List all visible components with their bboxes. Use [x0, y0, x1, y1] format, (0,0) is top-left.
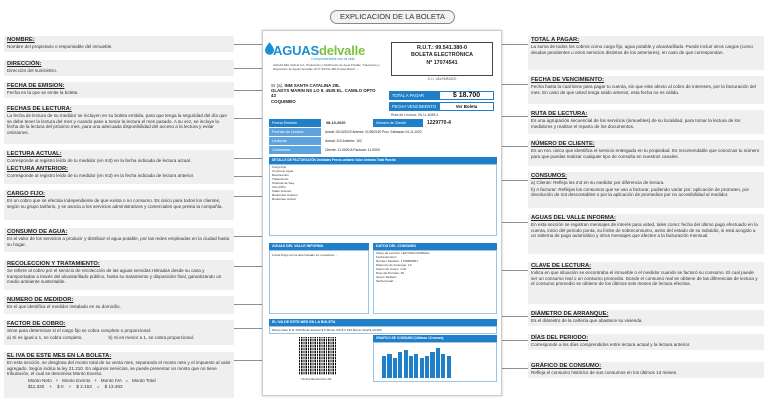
data-line: Factor de Cobro: 1.00	[376, 267, 407, 271]
annotation-iva	[4, 352, 234, 398]
annotation-desc: Es el valor de los servicios a producir y distribuir el agua potable, por las redes empleadas en la ciudad hasta su hogar.	[7, 236, 230, 247]
annotation-desc: Sirve para determinar si el cargo fijo se cobra completo o proporcional:	[7, 328, 152, 333]
chart-body	[373, 342, 497, 382]
annotation-diametro	[528, 310, 764, 326]
annotation-desc: Nombre del propietario o responsable del inmueble.	[7, 44, 113, 49]
data-line: Fecha Emisión	[376, 255, 397, 259]
company-info: AGUAS DEL VALLE S.A. Producción y Distribución de Agua Potable, Tratamiento y Disposición de Aguas Servidas. RUT: 99.541.380-9 Casa Matriz: ...	[273, 63, 380, 71]
logo-tagline: Comprometidos con la vida	[311, 57, 355, 61]
info-body	[269, 250, 369, 314]
doc-type: BOLETA ELECTRÓNICA	[411, 52, 473, 59]
consumption-bar	[441, 354, 445, 378]
detail-lines	[270, 165, 496, 201]
annotation-title: EL IVA DE ESTE MES EN LA BOLETA:	[7, 353, 112, 359]
route-row	[391, 113, 493, 117]
iva-body	[269, 326, 497, 334]
data-line: Diámetro de Arranque: 13	[376, 263, 412, 267]
annotation-desc: Es un cobro que se efectúa independiente de que exista o no consumo. Es único para todos los clientes, según su grupo tarifario, y se asocia a los servicios administrativos y comerciales que presta la compañía.	[7, 198, 223, 209]
annotation-fecha-emision	[4, 82, 234, 98]
reading-dates-label: Fechas de Lectura	[269, 128, 321, 136]
readings-value: Actual: 113 Anterior: 102	[325, 139, 362, 143]
annotation-title: NUMERO DE MEDIDOR:	[7, 297, 74, 303]
client-prefix: Sr (a).	[271, 83, 284, 88]
annotation-direccion	[4, 60, 234, 76]
annotation-fechas-lectura	[4, 105, 234, 144]
annotation-numero-medidor	[4, 296, 234, 314]
consumption-bar	[398, 352, 402, 378]
annotation-desc: La suma de todos los cobros como cargo fijo, agua potable y alcantarillado. Puede incluir otros cargos (como deudas pendientes u otros servicios distintos de los anteriores), en caso de que correspondan.	[531, 44, 753, 55]
reading-dates-value: Actual: 01/10/2020 Anterior: 01/09/2020 Prox. Estimada: 04-11-2020	[325, 130, 422, 134]
annotation-options	[4, 335, 234, 342]
iva-header: EL IVA DE ESTE MES EN LA BOLETA	[269, 319, 497, 326]
annotation-title: CARGO FIJO:	[7, 191, 46, 197]
annotation-consumos	[528, 172, 764, 208]
iva-formula-values: $11.330 + $ 0 + $ 2.153 = $ 13.483	[28, 384, 123, 390]
annotation-title: FACTOR DE COBRO:	[7, 321, 66, 327]
annotation-desc: Es el diámetro de la cañería que abastece su vivienda.	[531, 318, 643, 323]
logo-main: AGUAS	[273, 43, 319, 58]
barcode-overlay	[299, 337, 337, 375]
issue-label: Fecha Emisión	[269, 119, 321, 127]
iva-formula-labels: Monto Neto + Monto Exento + Monto IVA = Monto Total	[28, 377, 156, 383]
client-line3: 43	[271, 93, 276, 99]
route-value: 06-11-6085-1	[417, 113, 439, 117]
data-lines	[374, 251, 496, 283]
annotation-title: FECHA DE EMISION:	[7, 83, 65, 89]
rut-box	[391, 42, 493, 76]
client-name: INM SANTA CATALINA 29L	[284, 83, 340, 88]
annotation-aguas-informa	[528, 214, 764, 254]
annotation-recoleccion	[4, 260, 234, 290]
consumption-bar	[414, 354, 418, 378]
annotation-title: CLAVE DE LECTURA:	[531, 263, 592, 269]
annotation-cargo-fijo	[4, 190, 234, 220]
consumption-value: Cliente: 11.0000 A Facturar: 11.0000	[325, 148, 380, 152]
info-text: Límite Pago se ha determinado en su factura: ...	[272, 253, 339, 257]
annotation-desc: Dirección del suministro.	[7, 68, 58, 73]
doc-number: Nº 17074541	[426, 59, 458, 66]
consumption-chart	[382, 346, 451, 378]
data-line: Días del Periodo: 30	[376, 271, 405, 275]
total-label: TOTAL A PAGAR	[389, 91, 439, 100]
sii-office: S.I.I. VALPARAISO	[427, 77, 457, 81]
annotation-desc-2: Corresponde al registro leído de tu medidor (en m3) en la fecha indicada de lectura anterior.	[7, 172, 195, 178]
due-label: FECHA VENCIMIENTO	[389, 102, 439, 111]
consumption-bar	[387, 354, 391, 378]
annotation-title: FECHAS DE LECTURA:	[7, 106, 72, 112]
info-header: AGUAS DEL VALLE INFORMA	[269, 243, 369, 250]
annotation-factor-cobro	[4, 320, 234, 345]
consumption-bar	[404, 350, 408, 378]
detail-header: DETALLE DE FACTURACIÓN Unidades Precio unitario Valor Unitario Total Parcial	[269, 157, 497, 164]
detail-line: Redondeo Anterior	[272, 193, 298, 197]
route-label: Ruta de Lectura:	[391, 113, 417, 117]
annotation-title: TOTAL A PAGAR:	[531, 37, 580, 43]
annotation-desc: a) Cliente: Refleja los m3 en su medidor por diferencia de lectura.	[531, 180, 665, 185]
annotation-title: DÍAS DEL PERIODO:	[531, 335, 589, 341]
detail-line: IVA (19%)	[272, 185, 286, 189]
readings-label: Lecturas	[269, 137, 321, 145]
annotation-desc: Fecha en la que se emite la boleta.	[7, 90, 79, 95]
detail-line: Redondeo Actual	[272, 197, 296, 201]
annotation-title: FECHA DE VENCIMIENTO:	[531, 77, 605, 83]
consumption-bar	[382, 356, 386, 378]
detail-line: Subtotal de Seq	[272, 181, 295, 185]
option-a: a) Si es igual a 1, se cobra completo.	[7, 334, 83, 340]
reading-dates-row	[269, 128, 497, 136]
annotation-desc-2: b) A facturar: Reflejas los consumos que se van a facturar, pudiendo variar por: aplicación de prorrateo, por devolución de m3 descontables o por la aplicación de promedios por no accesibilidad al medidor.	[531, 186, 750, 198]
detail-body	[269, 164, 497, 236]
annotation-desc: Fecha hasta la cual tiene para pagar tu cuenta, sin que este afecto al cobro de intereses, por la facturación del mes. En caso de que usted tenga saldo anterior, esta fecha no es válida.	[531, 84, 756, 95]
annotation-fecha-vencimiento	[528, 76, 764, 104]
detail-line: Recolección	[272, 173, 289, 177]
annotation-title: LECTURA ACTUAL:	[7, 151, 62, 157]
data-line: Tarifa Actual: ...	[376, 279, 398, 283]
annotation-title: NÚMERO DE CLIENTE:	[531, 141, 595, 147]
issue-value: 08-10-2020	[326, 121, 346, 125]
consumption-bar	[409, 356, 413, 378]
rut: R.U.T.: 99.541.380-0	[416, 45, 468, 51]
annotation-desc: Se refiere al cobro por el servicio de recolección de las aguas servidas retiradas desde su casa y transportadas a través del alcantarillado público, hasta su tratamiento y disposición final, garantizando un medio ambiente sustentable.	[7, 268, 222, 285]
annotation-desc: La fecha de lectura de su medidor se incluyen en su boleta emitida, para que tenga la seguridad del día que se debe tener la lectura del mes y cuando pase a tomar la lectura el mes pasado. A su vez, se incluye la fecha de la lectura del próximo mes, para una adecuada disponibilidad del acceso a la lectura y evitar omisiones.	[7, 113, 227, 135]
annotation-desc: Corresponde a los días comprendidos entre lectura actual y la lectura anterior.	[531, 342, 691, 347]
annotation-numero-cliente	[528, 140, 764, 166]
consumption-label: Consumos	[269, 146, 321, 154]
consumption-bar	[393, 358, 397, 378]
annotation-title: DIÁMETRO DE ARRANQUE:	[531, 311, 609, 317]
annotation-title-2: LECTURA ANTERIOR:	[7, 165, 69, 172]
detail-line: Saldo Anterior	[272, 189, 292, 193]
consumption-bar	[447, 356, 451, 378]
chart-header: GRAFICO DE CONSUMO (Últimos 13 meses)	[373, 335, 497, 342]
annotation-dias-periodo	[528, 334, 764, 350]
data-line: Número Medidor: 1700808681	[376, 259, 418, 263]
data-body	[373, 250, 497, 314]
annotation-consumo-agua	[4, 228, 234, 252]
annotation-nombre	[4, 36, 234, 52]
client-no-label: Número de Cliente	[373, 119, 423, 127]
annotation-title: RUTA DE LECTURA:	[531, 111, 588, 117]
detail-line: Consumo Agua	[272, 169, 294, 173]
annotation-desc: Es un nro. único que identifica el servicio entregado en tu propiedad. Es recomendable que conozcas tu número para que puedas realizar cualquier tipo de consulta en nuestros canales.	[531, 148, 760, 159]
annotation-total-pagar	[528, 36, 764, 70]
annotation-desc: Indica en que situación se encontraba el inmueble o el medidor cuando se facturó su consumo. El cual puede ser un consumo real o un consumo promedio. Donde el consumo real se obtiene de las diferencias de lectura y el consumo promedio se obtiene de los últimos seis meses de lectura efectiva.	[531, 270, 758, 287]
page-title: EXPLICACION DE LA BOLETA	[330, 10, 455, 24]
annotation-title: AGUAS DEL VALLE INFORMA:	[531, 215, 616, 221]
readings-row	[269, 137, 497, 145]
annotation-desc: Es el que identifica el medidor instalado en su domicilio.	[7, 304, 121, 309]
annotation-desc: Es una agrupación secuencial de los servicios (inmuebles) de su localidad, para tomar la lectura de los medidores y realizar el reparto de los documentos.	[531, 118, 741, 129]
annotation-lectura-actual	[4, 150, 234, 184]
data-line: Grupo Tarifario	[376, 275, 397, 279]
due-value: Ver Boleta	[439, 102, 494, 111]
client-address: GLADYS MARIN NS LO 9. 4535 EL. CAMILO OPTO	[271, 88, 376, 94]
option-b: b) Si es menor a 1, se cobra proporcional.	[108, 334, 194, 340]
client-block	[271, 83, 381, 104]
annotation-title: DIRECCIÓN:	[7, 61, 42, 67]
consumption-bar	[436, 348, 440, 378]
iva-line: Monto Neto $ 11.330 Monto Exento $ 0 Monto IVA $ 2.153 Monto Total $ 13.483	[272, 328, 382, 332]
annotation-desc: En esta sección, se desglosa del monto total de su venta mes, separando el monto neto y el impuesto al valor agregado. Según indica la ley 21.210. En algunos servicios, se puede presentar un monto que no tiene tributación, el cual se denomina Monto Exento.	[7, 360, 231, 377]
detail-line: Tratamiento	[272, 177, 289, 181]
logo-accent: delvalle	[318, 43, 366, 58]
annotation-ruta-lectura	[528, 110, 764, 134]
annotation-clave-lectura	[528, 262, 764, 304]
total-value: $ 18.700	[439, 91, 494, 100]
detail-line: Cargo Fijo	[272, 165, 287, 169]
stamp-text: Timbre Electrónico SII	[301, 377, 332, 381]
annotation-desc: En esta sección se registran mensajes de interés para usted, tales como: fecha del último pago efectuado en la cuenta, inicio del periodo punta, su límite de sobreconsumo, aviso del estado de su subsidio, si está acogido a un sistema de pago automático y otros mensajes que afecten a la facturación mensual.	[531, 222, 758, 239]
annotation-title: GRÁFICO DE CONSUMO:	[531, 363, 602, 369]
annotation-grafico-consumo	[528, 362, 764, 378]
client-city: COQUIMBO	[271, 98, 296, 104]
consumption-row	[269, 146, 497, 154]
client-no-value: 1229770-4	[427, 120, 451, 126]
consumption-bar	[425, 356, 429, 378]
data-header: DATOS DEL CONSUMO	[373, 243, 497, 250]
data-line: Clave de Lectura: LECTURA NORMAL	[376, 251, 430, 255]
consumption-bar	[420, 358, 424, 378]
annotation-title: RECOLECCION Y TRATAMIENTO:	[7, 261, 100, 267]
consumption-bar	[430, 352, 434, 378]
company-logo	[273, 43, 365, 58]
annotation-desc: Corresponde al registro leído de tu medidor (en m3) en la fecha indicada de lectura actual.	[7, 158, 192, 163]
bill-document	[262, 30, 502, 396]
annotation-title: CONSUMO DE AGUA:	[7, 229, 68, 235]
annotation-title: NOMBRE:	[7, 37, 35, 43]
annotation-title: CONSUMOS:	[531, 173, 568, 179]
annotation-desc: Refleja el consumo histórico de sus consumos en los últimos 13 meses.	[531, 370, 678, 375]
